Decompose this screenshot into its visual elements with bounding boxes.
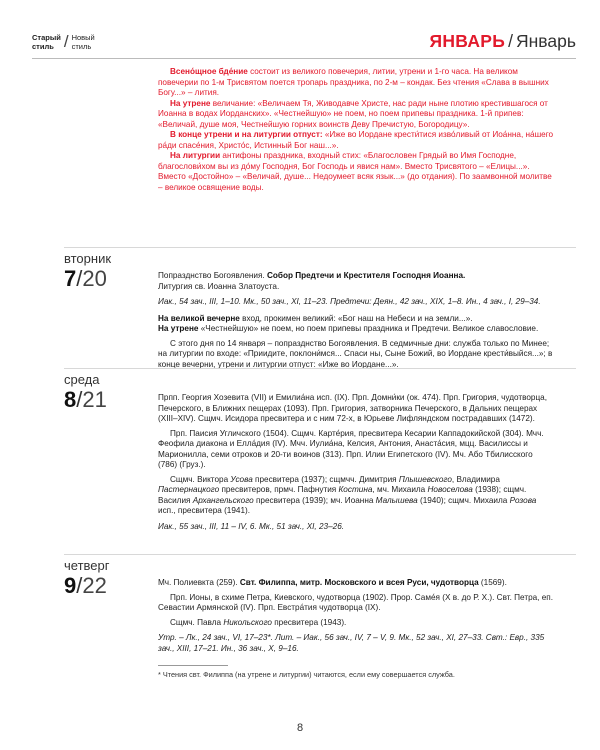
readings: Утр. – Лк., 24 зач., VI, 17–23*. Лит. – Иак., 56 зач., IV, 7 – V, 9. Мк., 52 зач., XI, 27–33. Свт.: Евр., 335 зач., XIII, 17–21. Ин., 36 зач., X, 9–16. xyxy=(158,633,545,653)
new-martyrs-paragraph: Сщмч. Виктора Усова пресвитера (1937); сщмчч. Димитрия Плышевского, Владимира Пастернацкого пресвитеров, прмч. Пафнутия Костина, мч. Михаила Новоселова (1938); сщмч. Василия Архангельского пресвитера (1939); мч. Иоанна Малышева (1940); сщмч. Михаила Розова исп., пресвитера (1941). xyxy=(158,474,537,515)
day-content-wednesday xyxy=(158,393,554,532)
day-content-tuesday xyxy=(158,271,554,370)
style-switch xyxy=(32,33,95,51)
saints-paragraph: Прпп. Георгия Хозевита (VII) и Емилиа́на исп. (IX). Прп. Домни́ки (ок. 474). Прп. Григория, чудотворца, Печерского, в Ближних пещерах (1093). Прп. Григория, затворника Печерского, в Дальних пещерах (XIII–XIV). Сщмч. Исидора пресвитера и с ним 72-х, в Юрьеве Лифляндском пострадавших (1472). xyxy=(158,393,547,423)
readings: Иак., 54 зач., III, 1–10. Мк., 50 зач., XI, 11–23. Предтечи: Деян., 42 зач., XIX, 1–8. Ин., 4 зач., I, 29–34. xyxy=(158,297,541,306)
month-title-regular: Январь xyxy=(516,31,576,51)
day-label-wednesday xyxy=(64,373,107,412)
day-label-thursday xyxy=(64,559,110,598)
day-divider xyxy=(64,368,576,369)
saints-paragraph: Прп. Ионы, в схиме Петра, Киевского, чудотворца (1902). Прор. Саме́я (X в. до Р. Х.). Свт. Петра, еп. Севастии Армянской (IV). Прп. Евстра́тия чудотворца (IX). xyxy=(158,592,553,612)
dismissal-paragraph: В конце утрени и на литургии отпуст: «Иже во Иордане крести́тися изво́ливый от Иоа́нна, на́шего ра́ди спасе́ния, Христо́с, Истинный Бог наш...». xyxy=(158,130,554,150)
page-header xyxy=(32,33,576,61)
day-label-tuesday xyxy=(64,252,111,291)
page-number: 8 xyxy=(296,722,304,734)
saints-paragraph: Попразднство Богоявления. Собор Предтечи и Крестителя Господня Иоанна. xyxy=(158,271,466,280)
date-number: 9/22 xyxy=(64,573,107,598)
weekday-name: четверг xyxy=(64,558,110,573)
weekday-name: вторник xyxy=(64,251,112,266)
liturgy-paragraph: На литургии антифоны праздника, входный стих: «Благословен Грядый во Имя Господне, благослови́хом вы из до́му Господня, Бог Господь и явися нам». Вместо Трисвятого – «Елицы...». Вместо «Достойно» – «Величай, душе... Недоумеет всяк язык...» (до отдания). По заамвонной молитве – великое освящение воды. xyxy=(158,151,552,192)
style-slash: / xyxy=(63,32,69,51)
weekday-name: среда xyxy=(64,372,100,387)
day-divider xyxy=(64,554,576,555)
matins-paragraph: На утрене величание: «Величаем Тя, Живодавче Христе, нас ради ныне плотию крестившагося от Иоанна в водах Иорданских». «Честнейшую» не поем, но поем припевы праздника. 1-й припев: «Величай, душе моя, Честнейшую горних воинств Деву Пречистую, Богородицу». xyxy=(158,98,548,129)
day-divider xyxy=(64,247,576,248)
vespers-paragraph: На великой вечерне вход, прокимен великий: «Бог наш на Небеси и на земли...». xyxy=(158,313,473,323)
new-martyrs-paragraph: Сщмч. Павла Никольского пресвитера (1943). xyxy=(170,617,347,627)
header-rule xyxy=(32,58,576,59)
old-style-label: Старый стиль xyxy=(32,33,61,51)
afterfeast-note: С этого дня по 14 января – попразднство Богоявления. В седмичные дни: служба только по Минее; на литургии по входе: «Приидите, поклони́мся... Спаси ны, Сыне Божий, во Иордане крести́выйся...»; в конце вечерни, утрени и литургии отпуст: «Иже во Иордане...». xyxy=(158,338,553,369)
vigil-paragraph: Всено́щное бде́ние состоит из великого повечерия, литии, утрени и 1-го часа. На великом повечерии по 1-м Трисвятом поется тропарь праздника, по 2-м – кондак. Без чтения «Слава в вышних Богу...» – лития. xyxy=(158,67,549,97)
liturgy-note: Литургия св. Иоанна Златоуста. xyxy=(158,281,280,291)
saints-paragraph: Прп. Паисия Угличского (1504). Сщмч. Карте́рия, пресвитера Кесарии Каппадокийской (304). Мчч. Феофила диакона и Елла́дия (IV). Мчч. Иулиа́на, Келсия, Антония, Анаста́сия, мцц. Василиссы и Марионилла, семи отроков и 20-ти воинов (313). Прп. Илии Египетского (IV). Мч. Або Тбилисского (786) (Груз.). xyxy=(158,428,544,469)
saints-paragraph: Мч. Полиевкта (259). Свт. Филиппа, митр. Московского и всея Руси, чудотворца (1569). xyxy=(158,578,507,587)
new-style-label: Новый стиль xyxy=(71,33,95,51)
day-content-thursday xyxy=(158,578,554,654)
month-title: ЯНВАРЬ / Январь xyxy=(429,31,576,51)
month-title-upper: ЯНВАРЬ xyxy=(429,31,506,51)
footnote: * Чтения свт. Филиппа (на утрене и литургии) читаются, если ему совершается служба. xyxy=(158,670,455,679)
intro-section xyxy=(158,67,554,193)
matins-paragraph: На утрене «Честнейшую» не поем, но поем припевы праздника и Предтечи. Великое славословие. xyxy=(158,324,539,333)
footnote-rule xyxy=(158,665,228,666)
date-number: 7/20 xyxy=(64,266,107,291)
date-number: 8/21 xyxy=(64,387,107,412)
readings: Иак., 55 зач., III, 11 – IV, 6. Мк., 51 зач., XI, 23–26. xyxy=(158,521,345,531)
